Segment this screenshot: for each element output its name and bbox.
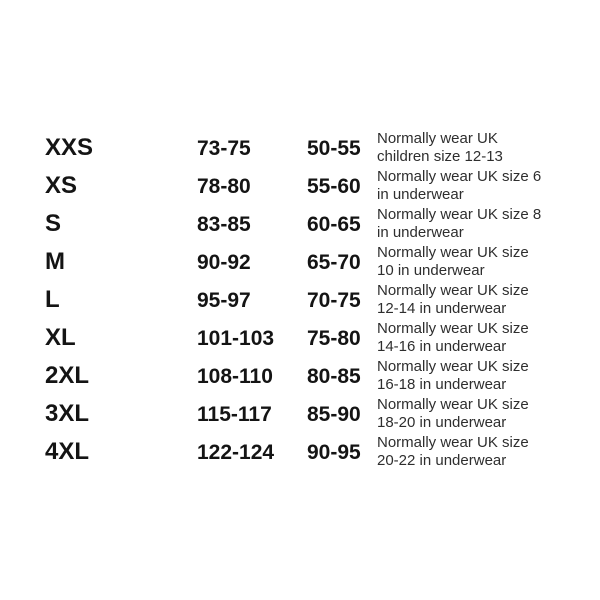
fit-note bbox=[377, 282, 545, 318]
measurement-1-range: 101-103 bbox=[197, 326, 275, 350]
measurement-1-range: 73-75 bbox=[197, 136, 251, 160]
measurement-1-range: 83-85 bbox=[197, 212, 251, 236]
fit-note-line-2: 12-14 in underwear bbox=[377, 300, 507, 317]
fit-note-line-1: Normally wear UK size bbox=[377, 434, 529, 451]
measurement-1-range: 122-124 bbox=[197, 440, 275, 464]
fit-note-line-1: Normally wear UK size bbox=[377, 244, 529, 261]
fit-note-line-2: 10 in underwear bbox=[377, 262, 485, 279]
fit-note bbox=[377, 358, 545, 394]
fit-note-line-2: 18-20 in underwear bbox=[377, 414, 507, 431]
fit-note-line-1: Normally wear UK size bbox=[377, 396, 529, 413]
fit-note-line-2: 20-22 in underwear bbox=[377, 452, 507, 469]
measurement-2-range: 80-85 bbox=[307, 364, 361, 388]
size-label: 3XL bbox=[45, 400, 90, 427]
fit-note bbox=[377, 168, 545, 204]
measurement-2-range: 85-90 bbox=[307, 402, 361, 426]
size-label: XS bbox=[45, 172, 78, 199]
fit-note-line-1: Normally wear UK size bbox=[377, 320, 529, 337]
fit-note bbox=[377, 396, 545, 432]
fit-note-line-1: Normally wear UK size 6 bbox=[377, 168, 542, 185]
size-chart-table bbox=[45, 129, 545, 471]
size-label: XL bbox=[45, 324, 76, 351]
measurement-2-range: 90-95 bbox=[307, 440, 361, 464]
fit-note bbox=[377, 244, 545, 280]
measurement-2-range: 70-75 bbox=[307, 288, 361, 312]
fit-note-line-2: in underwear bbox=[377, 224, 464, 241]
fit-note-line-2: 14-16 in underwear bbox=[377, 338, 507, 355]
measurement-1-range: 95-97 bbox=[197, 288, 251, 312]
size-label: S bbox=[45, 210, 62, 237]
fit-note-line-1: Normally wear UK size bbox=[377, 282, 529, 299]
size-label: M bbox=[45, 248, 65, 275]
measurement-2-range: 50-55 bbox=[307, 136, 361, 160]
measurement-1-range: 108-110 bbox=[197, 364, 273, 388]
fit-note-line-1: Normally wear UK size bbox=[377, 358, 529, 375]
measurement-2-range: 60-65 bbox=[307, 212, 361, 236]
measurement-2-range: 65-70 bbox=[307, 250, 361, 274]
size-label: XXS bbox=[45, 134, 94, 161]
size-label: L bbox=[45, 286, 60, 313]
size-label: 4XL bbox=[45, 438, 90, 465]
fit-note bbox=[377, 206, 545, 242]
fit-note bbox=[377, 434, 545, 470]
fit-note bbox=[377, 320, 545, 356]
fit-note-line-2: in underwear bbox=[377, 186, 464, 203]
measurement-1-range: 78-80 bbox=[197, 174, 251, 198]
measurement-2-range: 55-60 bbox=[307, 174, 361, 198]
fit-note bbox=[377, 130, 545, 166]
measurement-1-range: 115-117 bbox=[197, 402, 272, 426]
fit-note-line-2: 16-18 in underwear bbox=[377, 376, 507, 393]
fit-note-line-1: Normally wear UK bbox=[377, 130, 498, 147]
fit-note-line-1: Normally wear UK size 8 bbox=[377, 206, 542, 223]
size-label: 2XL bbox=[45, 362, 90, 389]
measurement-1-range: 90-92 bbox=[197, 250, 251, 274]
fit-note-line-2: children size 12-13 bbox=[377, 148, 503, 165]
measurement-2-range: 75-80 bbox=[307, 326, 361, 350]
